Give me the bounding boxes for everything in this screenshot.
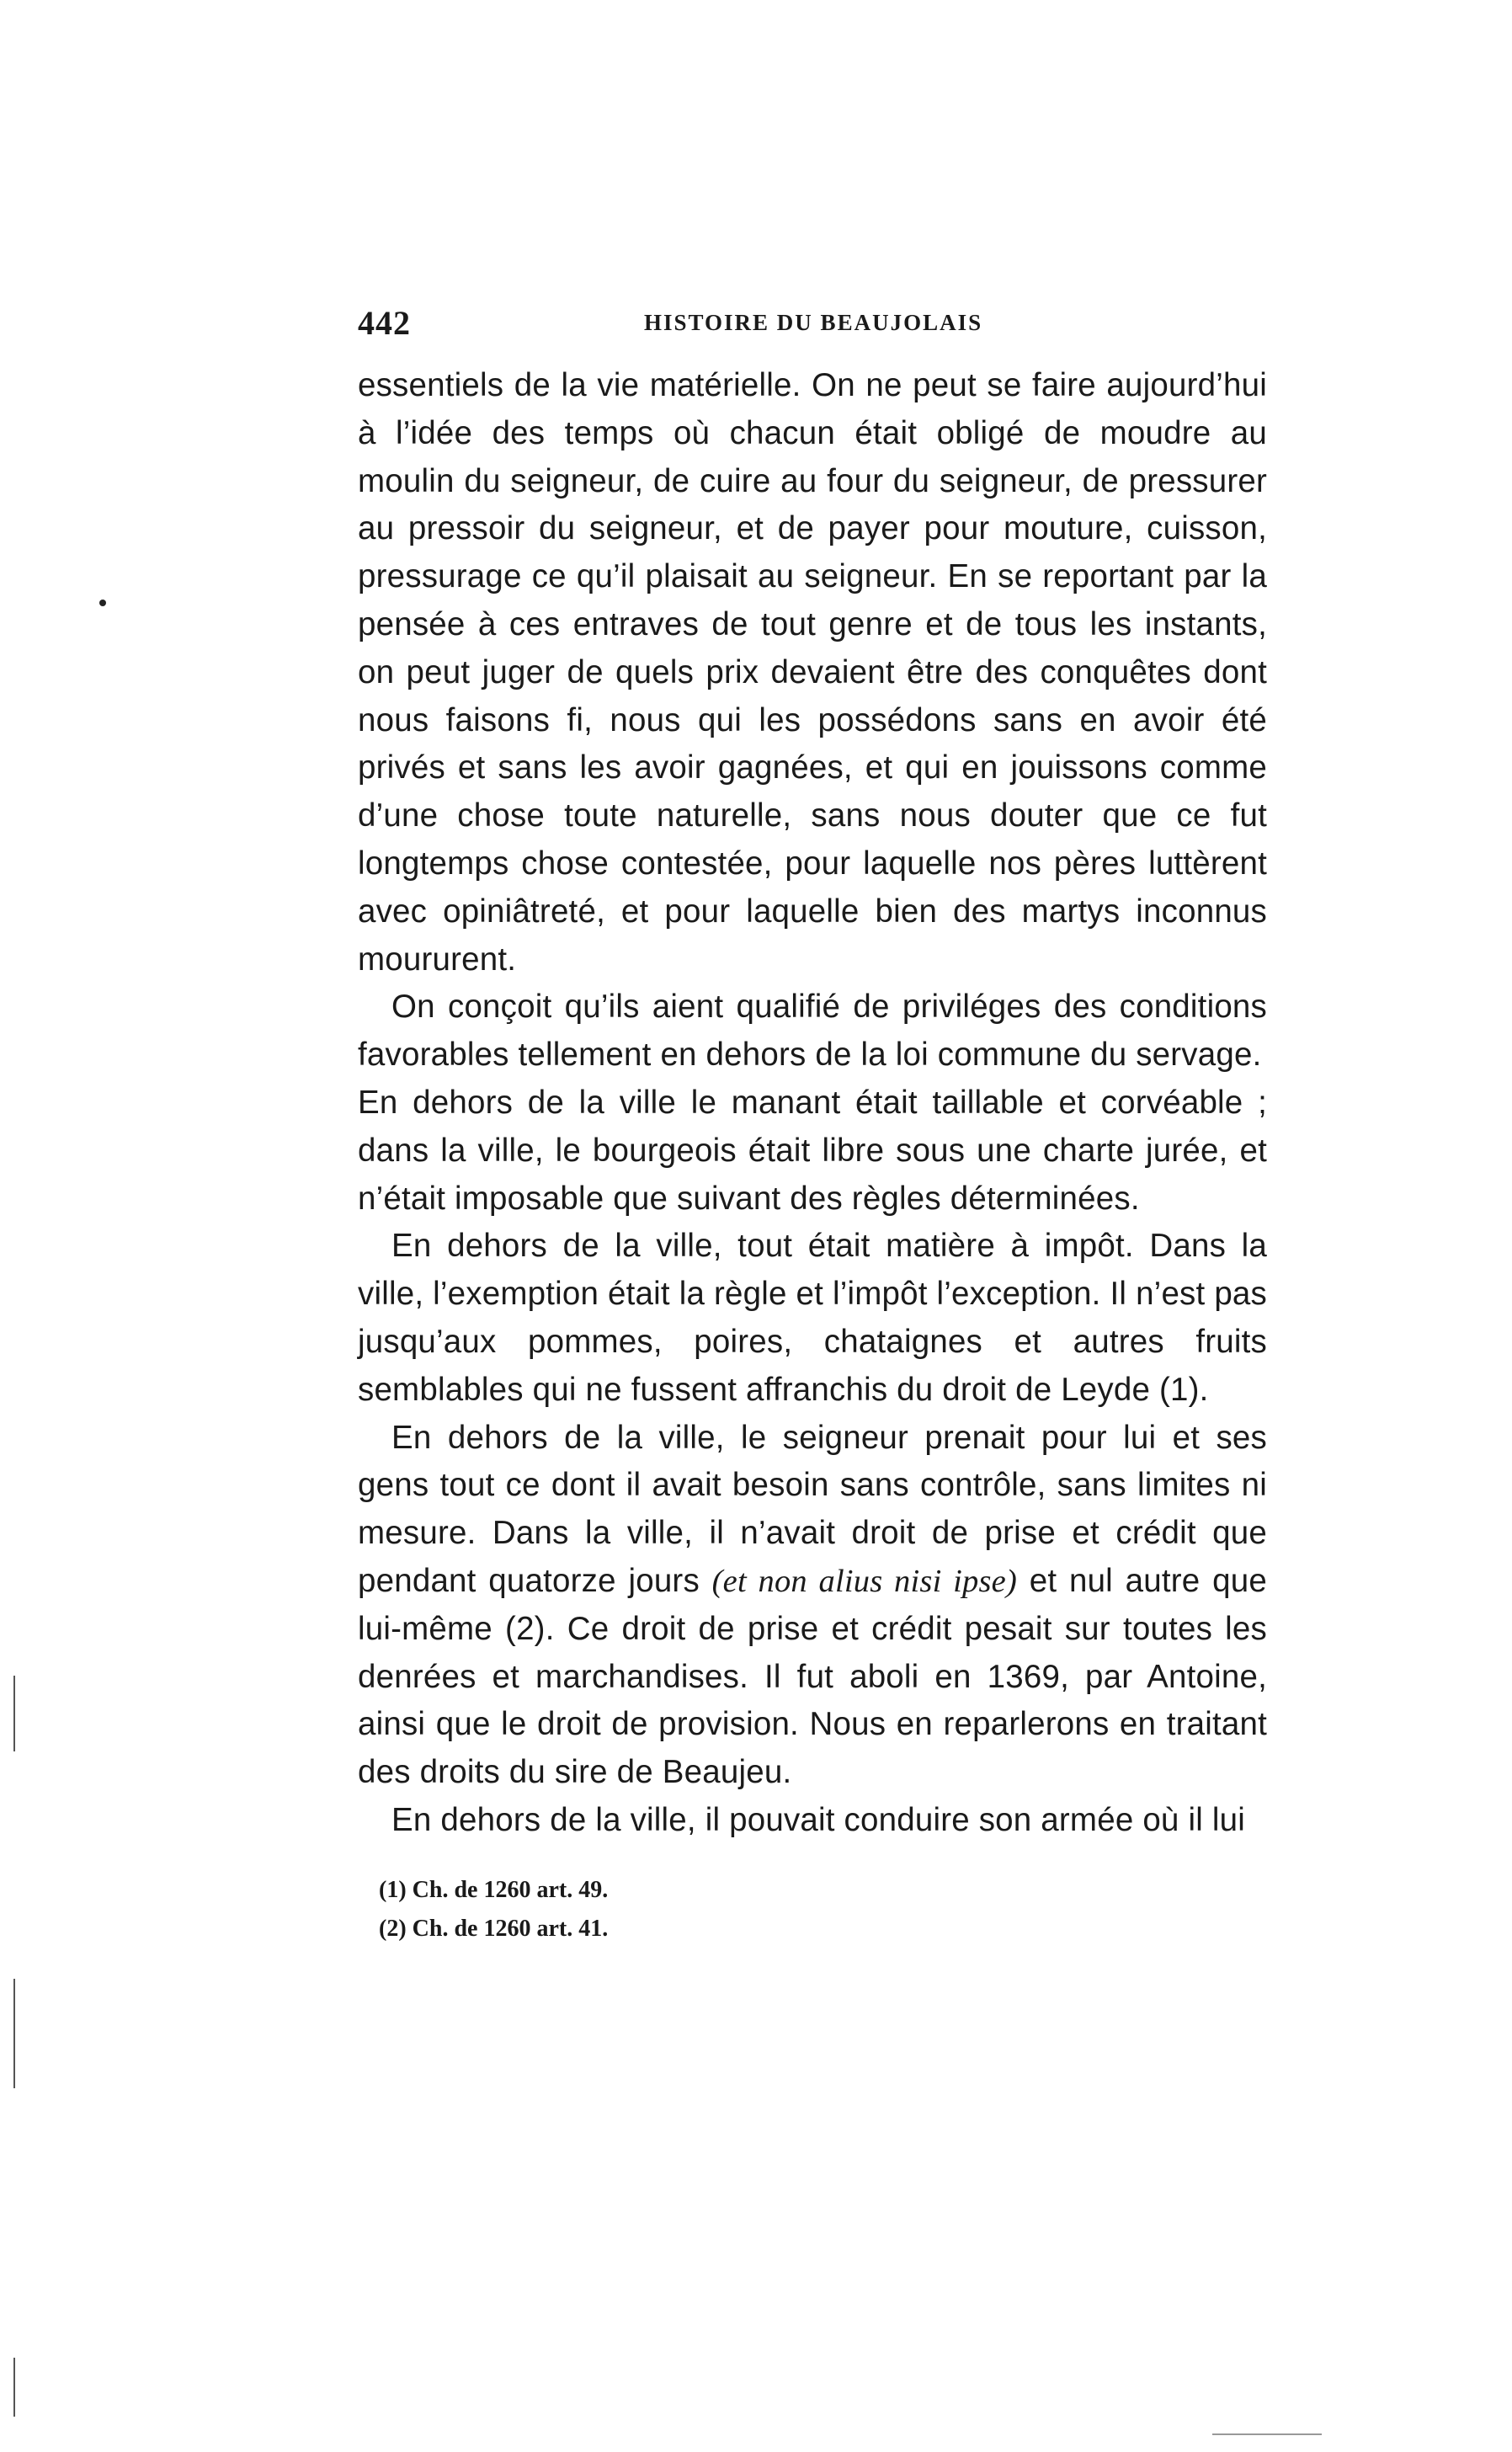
margin-line: [13, 1979, 15, 2088]
margin-line: [1212, 2433, 1322, 2435]
footnote-2: (2) Ch. de 1260 art. 41.: [379, 1916, 609, 1942]
footnote-1: (1) Ch. de 1260 art. 49.: [379, 1877, 609, 1903]
paragraph-3: En dehors de la ville le manant était taillable et corvéable ; dans la ville, le bourgeois était libre sous une charte jurée, et n’était imposable que suivant des règles déterminées.: [358, 1084, 1267, 1217]
paragraph-4: En dehors de la ville, tout était matière à impôt. Dans la ville, l’exemption était la règle et l’impôt l’exception. Il n’est pas jusqu’aux pommes, poires, chataignes et autres fruits semblables qui ne fussent affranchis du droit de Leyde (1).: [358, 1228, 1267, 1408]
paragraph-6: En dehors de la ville, il pouvait conduire son armée où il lui: [391, 1801, 1245, 1838]
page-header: [358, 303, 1275, 354]
paragraph-5-text-b: et nul autre que lui-même (2). Ce droit de prise et crédit pesait sur toutes les denrées et marchandises. Il fut aboli en 1369, par Antoine, ainsi que le droit de provision. Nous en reparlerons en traitant des droits du sire de Beaujeu.: [358, 1562, 1267, 1791]
running-title: HISTOIRE DU BEAUJOLAIS: [644, 310, 983, 335]
page-number: 442: [358, 304, 411, 342]
paragraph-5: [358, 1415, 1267, 1797]
paragraph-5-latin-phrase: (et non alius nisi ipse): [711, 1563, 1017, 1599]
margin-line: [13, 2358, 15, 2417]
margin-line: [13, 1676, 15, 1751]
paragraph-2: On conçoit qu’ils aient qualifié de priviléges des conditions favorables tellement en dehors de la loi commune du servage.: [358, 989, 1267, 1074]
body-text: [358, 362, 1267, 1845]
margin-dot: [99, 600, 106, 606]
footnotes: [379, 1871, 968, 1948]
paragraph-5-text-a: En dehors de la ville, le seigneur prenait pour lui et ses gens tout ce dont il avait besoin sans contrôle, sans limites ni mesure. Dans la ville, il n’avait droit de prise et crédit que pendant quatorze jours: [358, 1419, 1267, 1599]
paragraph-1: essentiels de la vie matérielle. On ne peut se faire aujourd’hui à l’idée des temps où chacun était obligé de moudre au moulin du seigneur, de cuire au four du seigneur, de pressurer au pressoir du seigneur, et de payer pour mouture, cuisson, pressurage ce qu’il plaisait au seigneur. En se reportant par la pensée à ces entraves de tout genre et de tous les instants, on peut juger de quels prix devaient être des conquêtes dont nous faisons fi, nous qui les possédons sans en avoir été privés et sans les avoir gagnées, et qui en jouissons comme d’une chose toute naturelle, sans nous douter que ce fut longtemps chose contestée, pour laquelle nos pères luttèrent avec opiniâtreté, et pour laquelle bien des martys inconnus moururent.: [358, 367, 1267, 978]
